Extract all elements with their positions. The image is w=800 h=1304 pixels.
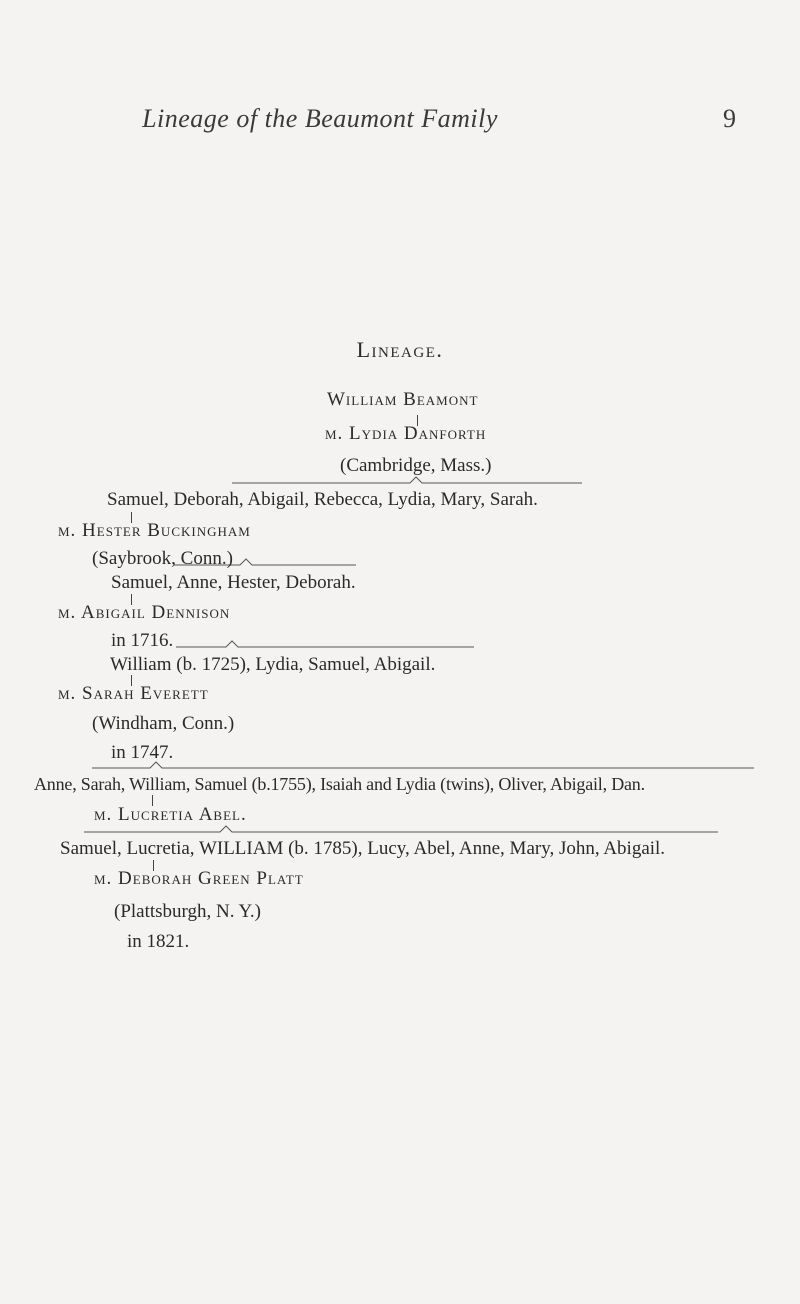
gen5-children: Samuel, Lucretia, WILLIAM (b. 1785), Lucy, Abel, Anne, Mary, John, Abigail. [60,838,666,859]
gen3-spouse: m. Abigail Dennison [58,602,231,623]
page-number: 9 [723,104,736,133]
gen5-spouse: m. Lucretia Abel. [94,804,247,825]
gen4-children: Anne, Sarah, William, Samuel (b.1755), Isaiah and Lydia (twins), Oliver, Abigail, Dan. [34,774,645,794]
gen6-spouse: m. Deborah Green Platt [94,868,304,889]
gen3-date: in 1716. [111,630,174,651]
gen6-place: (Plattsburgh, N. Y.) [114,901,261,922]
gen4-children-brace [92,762,754,768]
gen1-children-brace [232,477,582,483]
gen5-children-brace [84,826,718,832]
gen1-spouse: m. Lydia Danforth [325,423,487,444]
running-title: Lineage of the Beaumont Family [142,104,498,133]
lineage-heading: Lineage. [356,337,444,362]
gen1-children: Samuel, Deborah, Abigail, Rebecca, Lydia, Mary, Sarah. [107,489,538,510]
gen3-children-brace [176,641,474,647]
gen4-place: (Windham, Conn.) [92,713,235,734]
gen1-name: William Beamont [327,389,479,410]
gen4-date: in 1747. [111,742,174,763]
gen2-children: Samuel, Anne, Hester, Deborah. [111,572,356,593]
gen2-spouse: m. Hester Buckingham [58,520,251,541]
gen4-spouse: m. Sarah Everett [58,683,209,704]
gen2-place: (Saybrook, Conn.) [92,548,233,569]
gen3-children: William (b. 1725), Lydia, Samuel, Abigail. [110,654,436,675]
gen1-place: (Cambridge, Mass.) [340,455,492,476]
gen6-date: in 1821. [127,931,190,952]
